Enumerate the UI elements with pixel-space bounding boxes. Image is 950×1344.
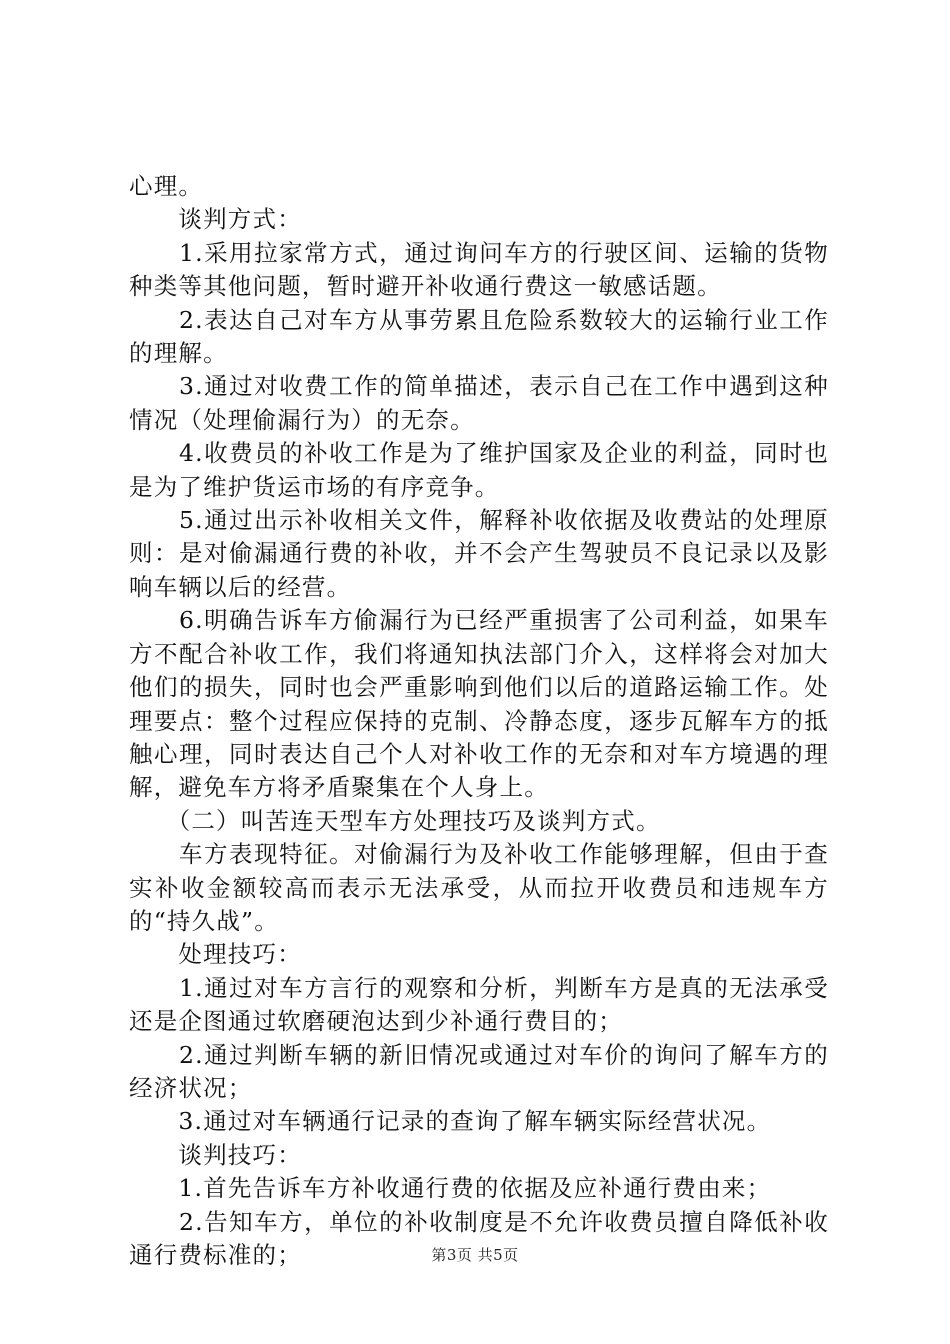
paragraph-4: 2.表达自己对车方从事劳累且危险系数较大的运输行业工作的理解。 [129,305,829,368]
paragraph-14: 3.通过对车辆通行记录的查询了解车辆实际经营状况。 [129,1107,772,1136]
body-text [129,170,829,1272]
page-footer [0,1244,950,1265]
paragraph-11: 处理技巧： [129,940,302,969]
paragraph-7: 5.通过出示补收相关文件，解释补收依据及收费站的处理原则：是对偷漏通行费的补收，并不会产生驾驶员不良记录以及影响车辆以后的经营。 [129,506,829,601]
paragraph-13: 2.通过判断车辆的新旧情况或通过对车价的询问了解车方的经济状况； [129,1040,829,1102]
paragraph-6: 4.收费员的补收工作是为了维护国家及企业的利益，同时也是为了维护货运市场的有序竞争。 [129,439,829,501]
paragraph-17: 2.告知车方，单位的补收制度是不允许收费员擅自降低补收通行费标准的； [129,1207,829,1269]
paragraph-10: 车方表现特征。对偷漏行为及补收工作能够理解，但由于查实补收金额较高而表示无法承受，从而拉开收费员和违规车方的“持久战”。 [129,840,829,935]
paragraph-5: 3.通过对收费工作的简单描述，表示自己在工作中遇到这种情况（处理偷漏行为）的无奈。 [129,372,829,434]
paragraph-2: 谈判方式： [129,205,302,234]
paragraph-8: 6.明确告诉车方偷漏行为已经严重损害了公司利益，如果车方不配合补收工作，我们将通知执法部门介入，这样将会对加大他们的损失，同时也会严重影响到他们以后的道路运输工作。处理要点：整个过程应保持的克制、冷静态度，逐步瓦解车方的抵触心理，同时表达自己个人对补收工作的无奈和对车方境遇的理解，避免车方将矛盾聚集在个人身上。 [129,606,829,802]
paragraph-15: 谈判技巧： [129,1140,302,1169]
paragraph-1: 心理。 [129,172,204,200]
paragraph-9: （二）叫苦连天型车方处理技巧及谈判方式。 [129,806,661,835]
paragraph-12: 1.通过对车方言行的观察和分析，判断车方是真的无法承受还是企图通过软磨硬泡达到少补通行费目的； [129,973,829,1036]
paragraph-3: 1.采用拉家常方式，通过询问车方的行驶区间、运输的货物种类等其他问题，暂时避开补收通行费这一敏感话题。 [129,238,829,301]
paragraph-16: 1.首先告诉车方补收通行费的依据及应补通行费由来； [129,1174,772,1203]
page-number-label: 第3页 共5页 [431,1246,519,1264]
